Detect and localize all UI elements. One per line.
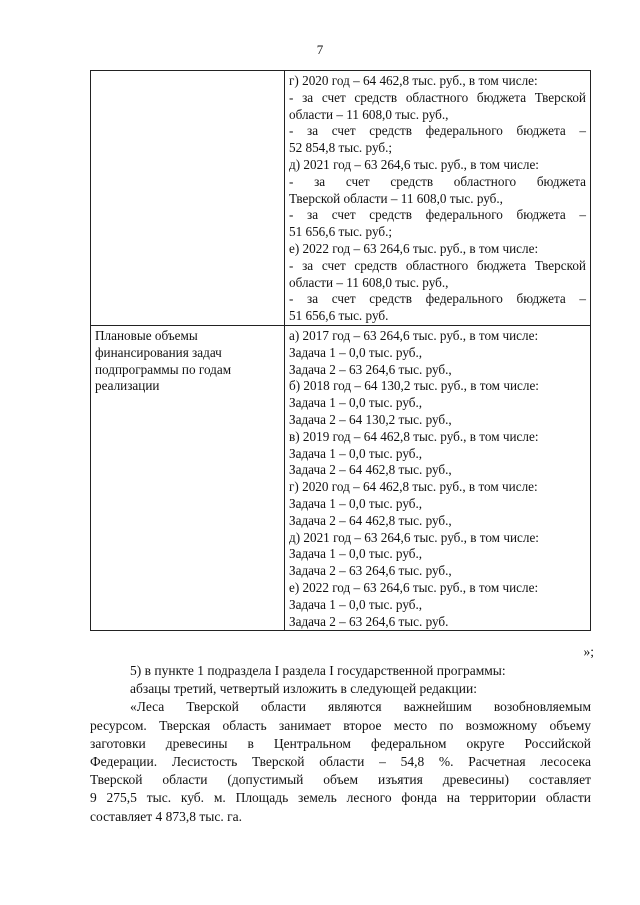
- task-line: а) 2017 год – 63 264,6 тыс. руб., в том числе:: [289, 327, 539, 343]
- task-line: Задача 2 – 63 264,6 тыс. руб.,: [289, 361, 452, 377]
- row1-right-cell: [285, 71, 591, 326]
- task-line: Задача 2 – 64 462,8 тыс. руб.,: [289, 462, 452, 478]
- table-row-planned-volumes: [91, 325, 591, 630]
- task-line: Задача 1 – 0,0 тыс. руб.,: [289, 495, 423, 511]
- task-line: Задача 1 – 0,0 тыс. руб.,: [289, 445, 423, 461]
- passport-table: [90, 70, 591, 631]
- page-number: 7: [316, 42, 324, 57]
- funding-line: 52 854,8 тыс. руб.;: [289, 140, 393, 156]
- funding-line: д) 2021 год – 63 264,6 тыс. руб., в том числе:: [289, 156, 539, 172]
- task-line: Задача 1 – 0,0 тыс. руб.,: [289, 344, 423, 360]
- funding-line: - за счет средств областного бюджета Тверской: [289, 89, 586, 105]
- quoted-paragraph: [90, 698, 591, 825]
- row1-left-cell: [91, 71, 285, 326]
- task-line: Задача 2 – 63 264,6 тыс. руб.: [289, 613, 449, 629]
- task-line: д) 2021 год – 63 264,6 тыс. руб., в том числе:: [289, 529, 539, 545]
- task-line: е) 2022 год – 63 264,6 тыс. руб., в том числе:: [289, 579, 539, 595]
- task-line: Задача 2 – 63 264,6 тыс. руб.,: [289, 563, 452, 579]
- amendment-text: [90, 662, 591, 826]
- funding-line: Тверской области – 11 608,0 тыс. руб.,: [289, 190, 503, 206]
- quote-line: «Леса Тверской области являются важнейшим возобновляемым: [130, 699, 591, 715]
- quote-line: 9 275,5 тыс. куб. м. Площадь земель лесного фонда на территории области: [90, 790, 591, 806]
- quote-line: заготовки древесины в Центральном федеральном округе Российской: [90, 735, 591, 751]
- quote-end-mark: »;: [583, 644, 594, 659]
- quote-line: Тверской области (допустимый объем изъятия древесины) составляет: [90, 772, 591, 788]
- task-line: б) 2018 год – 64 130,2 тыс. руб., в том числе:: [289, 378, 539, 394]
- funding-line: области – 11 608,0 тыс. руб.,: [289, 106, 449, 122]
- funding-line: 51 656,6 тыс. руб.;: [289, 224, 393, 240]
- funding-line: - за счет средств федерального бюджета –: [289, 207, 586, 223]
- row-label-line: финансирования задач: [95, 344, 222, 360]
- funding-line: области – 11 608,0 тыс. руб.,: [289, 274, 449, 290]
- row2-left-cell: [91, 325, 285, 630]
- row-label-line: подпрограммы по годам: [95, 361, 232, 377]
- row2-right-cell: [285, 325, 591, 630]
- task-line: Задача 1 – 0,0 тыс. руб.,: [289, 596, 423, 612]
- task-line: г) 2020 год – 64 462,8 тыс. руб., в том числе:: [289, 479, 538, 495]
- table-row-continuation: [91, 71, 591, 326]
- task-line: Задача 1 – 0,0 тыс. руб.,: [289, 395, 423, 411]
- task-line: Задача 2 – 64 462,8 тыс. руб.,: [289, 512, 452, 528]
- funding-line: е) 2022 год – 63 264,6 тыс. руб., в том числе:: [289, 240, 539, 256]
- funding-line: г) 2020 год – 64 462,8 тыс. руб., в том числе:: [289, 73, 538, 88]
- funding-line: - за счет средств областного бюджета: [289, 173, 586, 189]
- task-line: Задача 1 – 0,0 тыс. руб.,: [289, 546, 423, 562]
- task-line: в) 2019 год – 64 462,8 тыс. руб., в том числе:: [289, 428, 539, 444]
- funding-line: - за счет средств областного бюджета Тверской: [289, 257, 586, 273]
- row-label-line: реализации: [95, 378, 160, 394]
- task-line: Задача 2 – 64 130,2 тыс. руб.,: [289, 411, 452, 427]
- quote-line: составляет 4 873,8 тыс. га.: [90, 808, 243, 824]
- row-label-line: Плановые объемы: [95, 327, 198, 343]
- quote-line: ресурсом. Тверская область занимает второе место по возможному объему: [90, 717, 591, 733]
- amendment-instruction: абзацы третий, четвертый изложить в следующей редакции:: [130, 681, 477, 697]
- quote-line: Федерации. Лесистость Тверской области – 54,8 %. Расчетная лесосека: [90, 754, 591, 770]
- funding-line: - за счет средств федерального бюджета –: [289, 291, 586, 307]
- amendment-item: 5) в пункте 1 подраздела I раздела I государственной программы:: [130, 663, 506, 678]
- funding-line: - за счет средств федерального бюджета –: [289, 123, 586, 139]
- funding-line: 51 656,6 тыс. руб.: [289, 308, 389, 324]
